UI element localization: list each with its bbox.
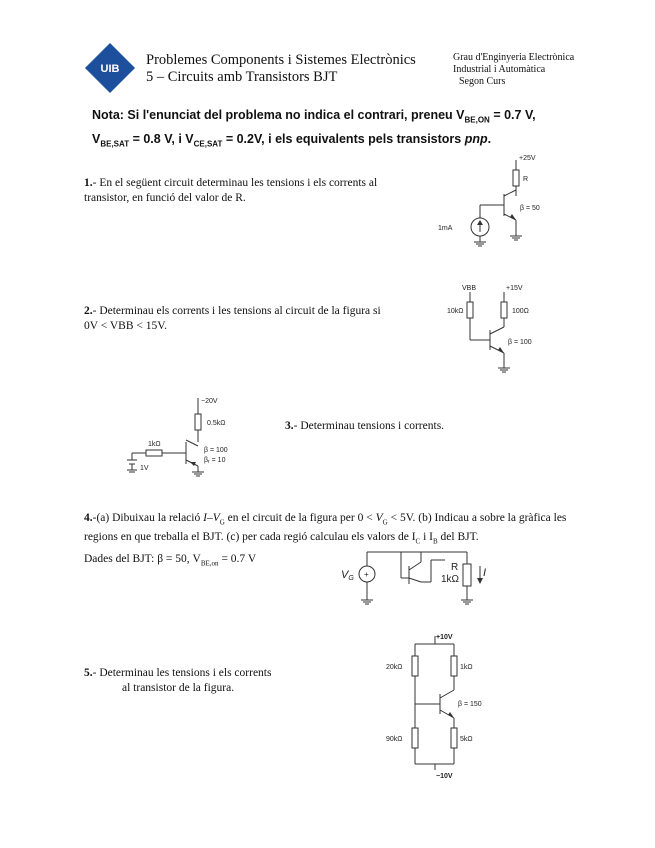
- course-subtitle: 5 – Circuits amb Transistors BJT: [146, 69, 338, 85]
- problem-5-text: 5.- Determinau les tensions i els corrents al transistor de la figura.: [84, 667, 272, 694]
- svg-text:−20V: −20V: [201, 398, 218, 405]
- uib-logo: [84, 42, 136, 94]
- svg-text:VBB: VBB: [462, 285, 477, 292]
- svg-text:10kΩ: 10kΩ: [447, 308, 464, 315]
- degree-line-3: Segon Curs: [459, 76, 506, 87]
- logo-text: UIB: [100, 63, 120, 75]
- svg-text:1kΩ: 1kΩ: [148, 441, 161, 448]
- degree-line-1: Grau d'Enginyeria Electrònica: [453, 52, 575, 63]
- svg-text:R: R: [451, 562, 459, 573]
- svg-text:βr = 10: βr = 10: [204, 457, 226, 465]
- svg-text:+15V: +15V: [506, 285, 523, 292]
- svg-text:1kΩ: 1kΩ: [460, 664, 473, 671]
- svg-text:I: I: [483, 567, 487, 579]
- circuit-4: [335, 548, 495, 613]
- svg-text:R: R: [523, 176, 529, 183]
- svg-text:1kΩ: 1kΩ: [441, 574, 460, 585]
- degree-line-2: Industrial i Automàtica: [453, 64, 546, 75]
- svg-text:0.5kΩ: 0.5kΩ: [207, 420, 226, 427]
- problem-4-text: 4.-(a) Dibuixau la relació $I-V_G$ en el circuit de la figura per $0 < V_G < 5V$. (b) Indicau a sobre la gràfica les regions en que treballa el BJT. (c) per cada regió calculau els valors de $I_C$ i $I_B$ del BJT.: [84, 512, 567, 546]
- svg-text:90kΩ: 90kΩ: [386, 736, 403, 743]
- svg-text:β = 100: β = 100: [508, 339, 532, 346]
- svg-text:VG: VG: [341, 569, 354, 582]
- svg-text:−10V: −10V: [436, 773, 453, 780]
- svg-text:β = 150: β = 150: [458, 701, 482, 708]
- circuit-5: [380, 628, 510, 780]
- svg-text:1mA: 1mA: [438, 225, 453, 232]
- degree-info: [453, 52, 574, 88]
- svg-text:100Ω: 100Ω: [512, 308, 529, 315]
- svg-text:β = 50: β = 50: [520, 205, 540, 212]
- svg-text:5kΩ: 5kΩ: [460, 736, 473, 743]
- circuit-2: [440, 280, 560, 375]
- problem-1-text: 1.- En el següent circuit determinau les tensions i els corrents al transistor, en funció del valor de R.: [84, 177, 378, 204]
- problem-3-text: 3.- Determinau tensions i corrents.: [285, 420, 445, 432]
- svg-text:1V: 1V: [140, 465, 149, 472]
- note: Nota: Si l'enunciat del problema no indica el contrari, preneu $V_{BE,ON} = 0.7$ V, $V_{BE,SAT} = 0.8$ V, i $V_{CE,SAT} = 0.2V$, i els equivalents pels transistors pnp.: [92, 108, 536, 148]
- problem-2-text: 2.- Determinau els corrents i les tensions al circuit de la figura si 0V < VBB < 15V.: [84, 305, 381, 332]
- svg-text:+25V: +25V: [519, 155, 536, 162]
- svg-text:β = 100: β = 100: [204, 447, 228, 454]
- circuit-3: [118, 390, 278, 480]
- svg-text:+: +: [364, 570, 369, 579]
- course-title: Problemes Components i Sistemes Electrònics: [146, 52, 416, 68]
- circuit-1: [420, 150, 570, 250]
- svg-text:+10V: +10V: [436, 634, 453, 641]
- svg-text:20kΩ: 20kΩ: [386, 664, 403, 671]
- problem-4-data: Dades del BJT: β = 50, $V_{BE,on} = 0.7$ V: [84, 553, 257, 568]
